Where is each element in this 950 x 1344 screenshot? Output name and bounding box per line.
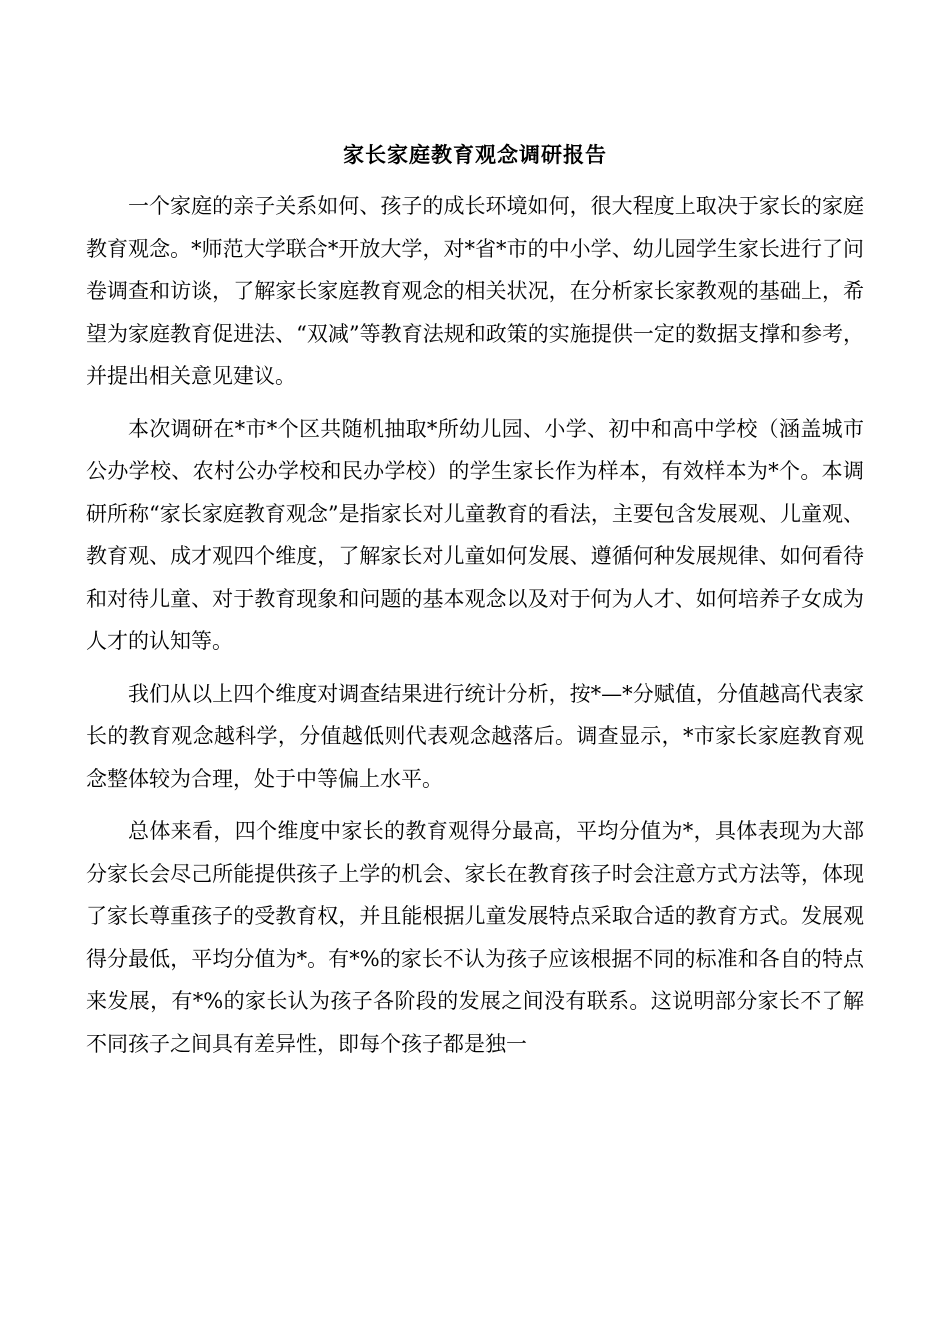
paragraph-findings: 总体来看，四个维度中家长的教育观得分最高，平均分值为*，具体表现为大部分家长会尽己所能提供孩子上学的机会、家长在教育孩子时会注意方式方法等，体现了家长尊重孩子的受教育权，并且能根据儿童发展特点采取合适的教育方式。发展观得分最低，平均分值为*。有*%的家长不认为孩子应该根据不同的标准和各自的特点来发展，有*%的家长认为孩子各阶段的发展之间没有联系。这说明部分家长不了解不同孩子之间具有差异性，即每个孩子都是独一 xyxy=(86,819,864,1056)
document-page xyxy=(86,140,864,1075)
document-title: 家长家庭教育观念调研报告 xyxy=(343,142,607,167)
paragraph-sample: 本次调研在*市*个区共随机抽取*所幼儿园、小学、初中和高中学校（涵盖城市公办学校、农村公办学校和民办学校）的学生家长作为样本，有效样本为*个。本调研所称“家长家庭教育观念”是指家长对儿童教育的看法，主要包含发展观、儿童观、教育观、成才观四个维度，了解家长对儿童如何发展、遵循何种发展规律、如何看待和对待儿童、对于教育现象和问题的基本观念以及对于何为人才、如何培养子女成为人才的认知等。 xyxy=(86,416,864,653)
paragraph-intro: 一个家庭的亲子关系如何、孩子的成长环境如何，很大程度上取决于家长的家庭教育观念。*师范大学联合*开放大学，对*省*市的中小学、幼儿园学生家长进行了问卷调查和访谈，了解家长家庭教育观念的相关状况，在分析家长家教观的基础上，希望为家庭教育促进法、“双减”等教育法规和政策的实施提供一定的数据支撑和参考，并提出相关意见建议。 xyxy=(86,194,864,388)
paragraph-method: 我们从以上四个维度对调查结果进行统计分析，按*—*分赋值，分值越高代表家长的教育观念越科学，分值越低则代表观念越落后。调查显示，*市家长家庭教育观念整体较为合理，处于中等偏上水平。 xyxy=(86,681,864,791)
